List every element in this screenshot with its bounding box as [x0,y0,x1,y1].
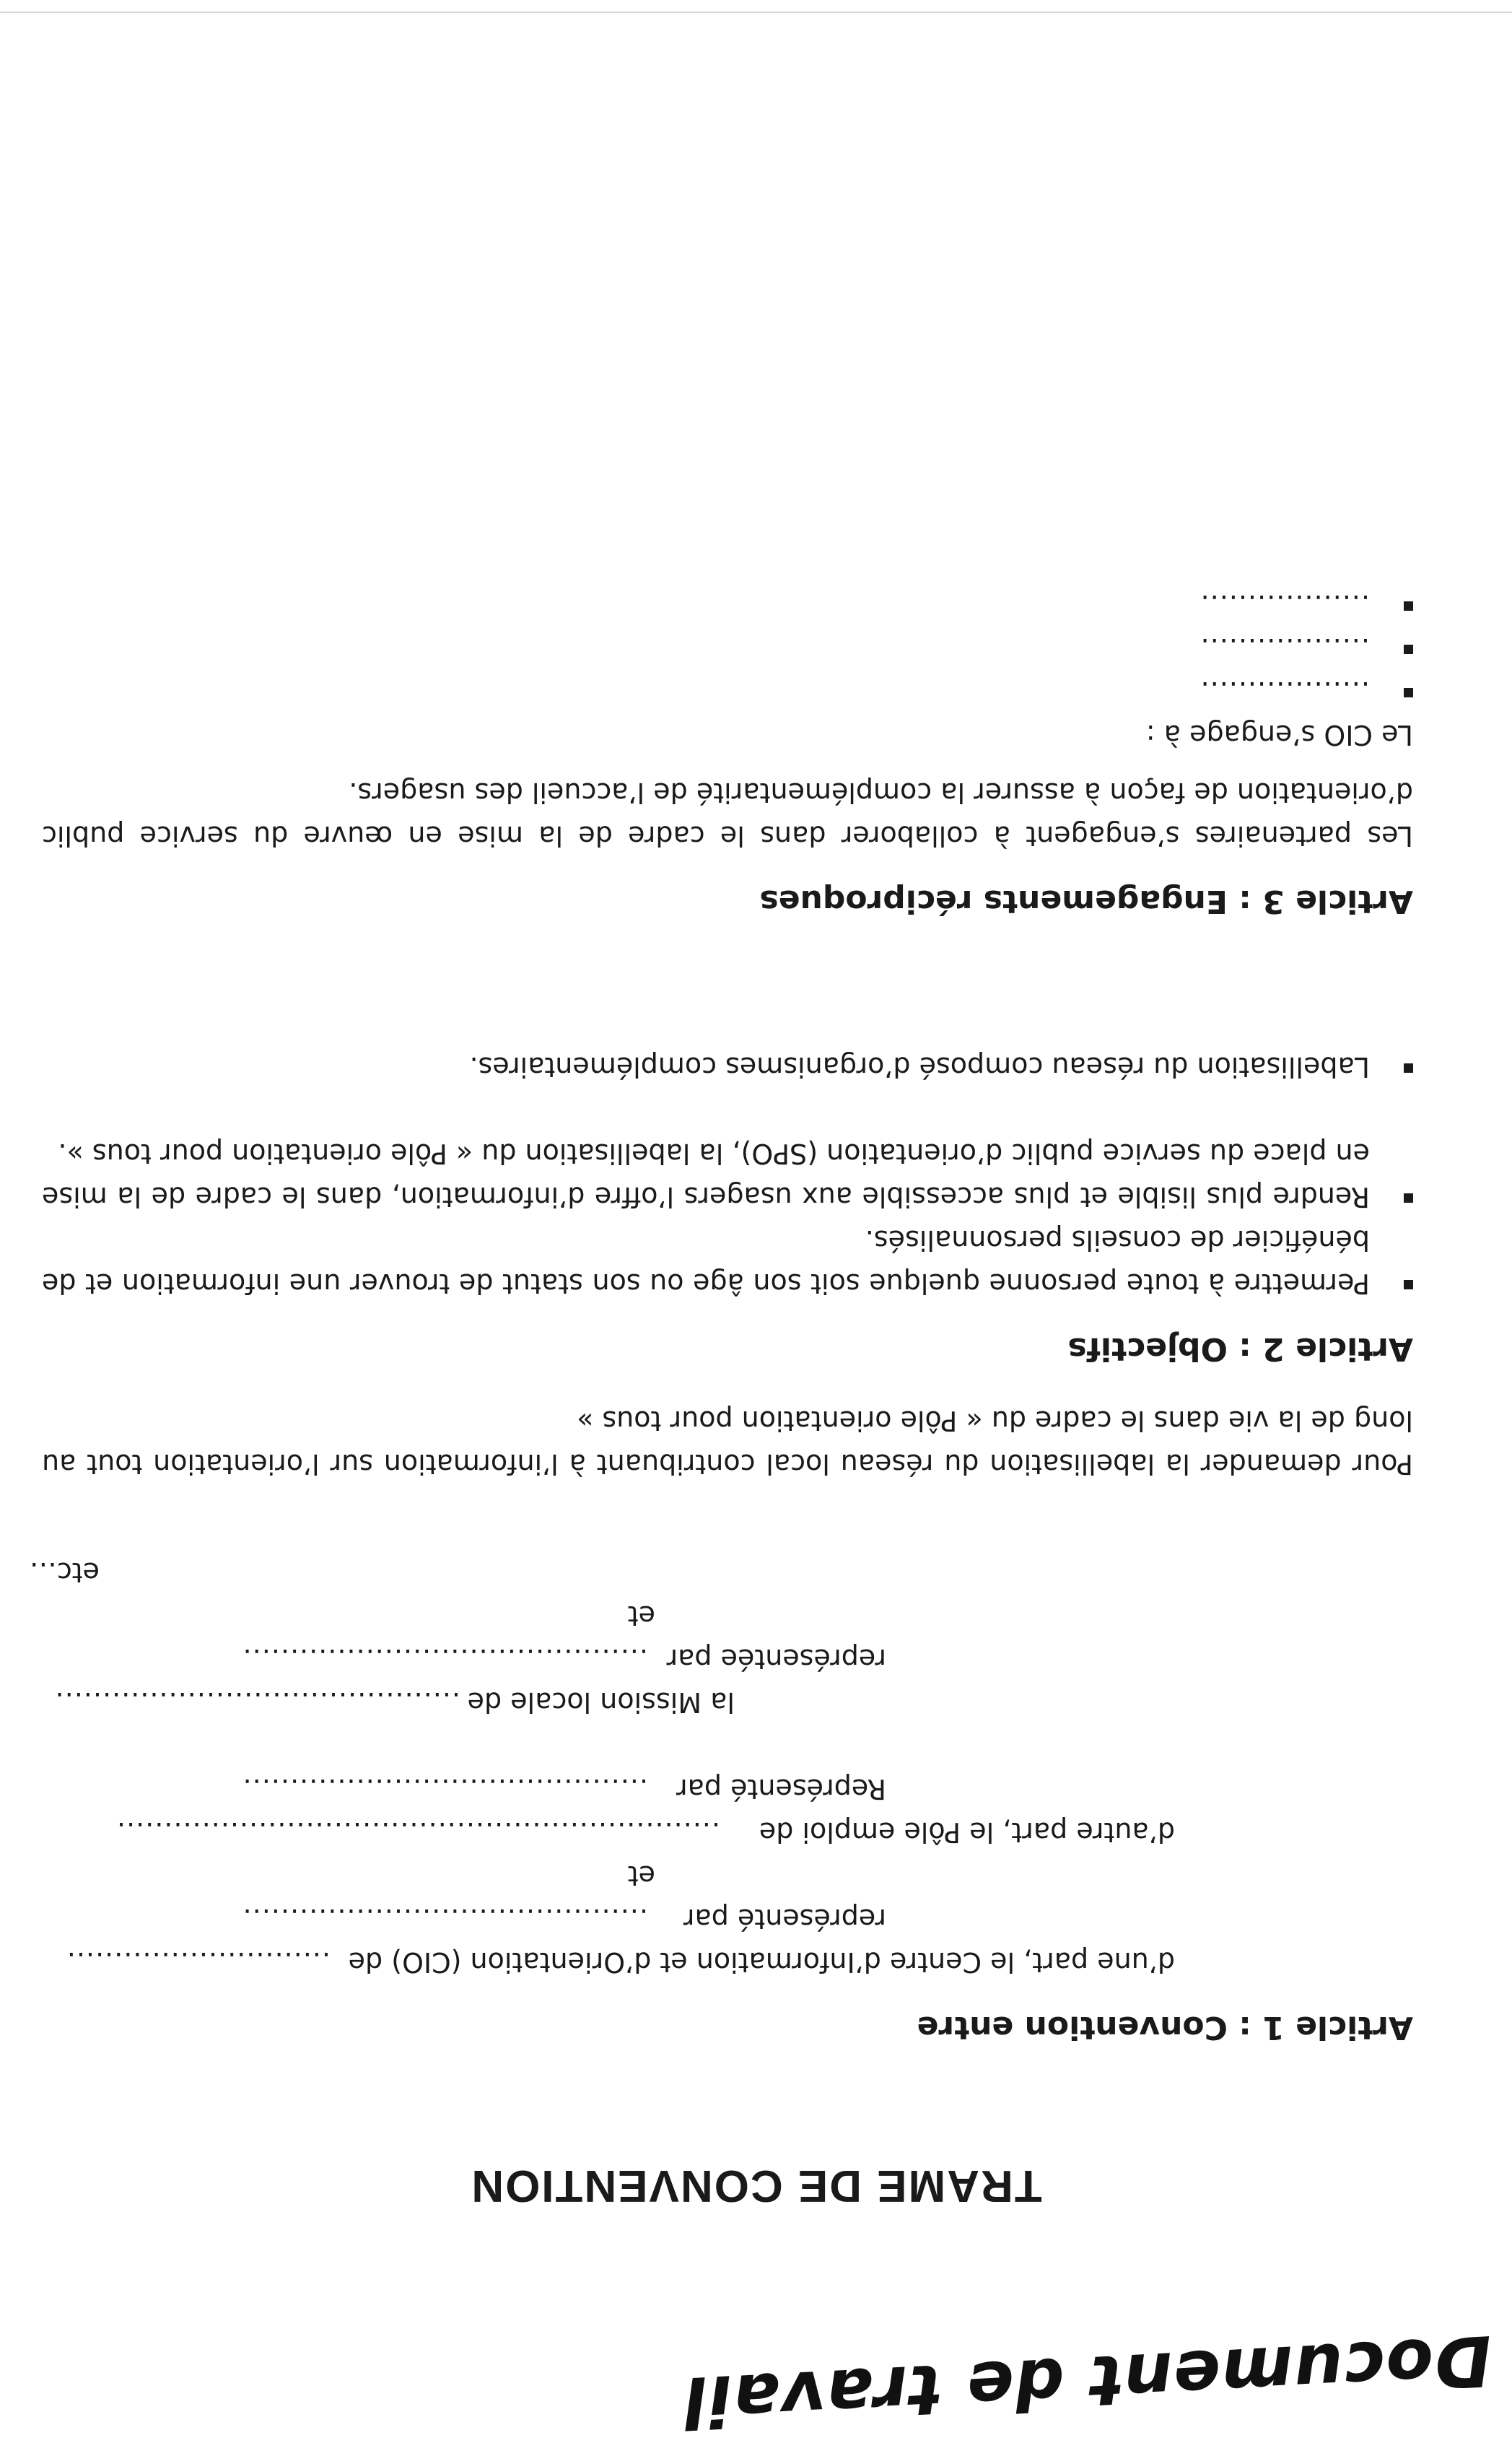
square-bullet-icon [1404,645,1413,654]
square-bullet-icon [1404,1063,1413,1073]
objective-text-3: Labellisation du réseau composé d’organismes complémentaires. [469,1051,1370,1083]
square-bullet-icon [1404,1280,1413,1289]
mission-locale-representative-dots: ........................................... [242,1643,648,1675]
pole-emploi-dots: ................................................................ [115,1816,720,1848]
objective-text-1: Permettre à toute personne quelque soit son âge ou son statut de trouver une information et de bénéficier de conseils personnalisés. [42,1224,1370,1299]
mission-locale-line: la Mission locale de [467,1686,735,1718]
article-3-heading: Article 3 : Engagements réciproques [759,883,1413,920]
cio-commitment-dots-2: .................. [1199,632,1370,664]
pole-emploi-representative-label: Représenté par [676,1773,886,1805]
etc-text: etc… [29,1556,100,1588]
cio-representative-label: représenté par [683,1903,886,1935]
intro-paragraph: Pour demander la labellisation du réseau local contribuant à l’information sur l’orientation tout au long de la vie dans le cadre du « Pôle orientation pour tous » [42,1405,1413,1480]
cio-commitment-dots-3: .................. [1199,589,1370,621]
cio-dots: ............................ [66,1946,331,1978]
commitments-paragraph: Les partenaires s’engagent à collaborer dans le cadre de la mise en œuvre du service public d’orientation de façon à assurer la complémentarité de l’accueil des usagers. [42,777,1413,852]
objective-text-2: Rendre plus lisible et plus accessible aux usagers l’offre d’information, dans le cadre de la mise en place du service public d’orientation (SPO), la labellisation du « Pôle orientation pour tous ». [42,1138,1370,1213]
pole-emploi-line: d’autre part, le Pôle emploi de [759,1816,1175,1848]
square-bullet-icon [1404,688,1413,697]
square-bullet-icon [1404,1193,1413,1203]
article-2-heading: Article 2 : Objectifs [1067,1331,1413,1367]
draft-stamp: Document de travail [681,2320,1494,2443]
cio-line: d’une part, le Centre d’Information et d’Orientation (CIO) de [348,1946,1175,1978]
cio-commitment-dots-1: .................. [1199,676,1370,707]
cio-commitment-intro: Le CIO s’engage à : [1145,719,1413,751]
article-1-heading: Article 1 : Convention entre [917,2009,1413,2046]
and-connector-2: et [627,1600,655,1632]
mission-locale-dots: ........................................... [54,1686,460,1718]
cio-representative-dots: ........................................... [242,1903,648,1935]
pole-emploi-representative-dots: ........................................... [242,1773,648,1805]
document-title: TRAME DE CONVENTION [470,2161,1042,2211]
square-bullet-icon [1404,601,1413,611]
and-connector-1: et [627,1860,655,1891]
mission-locale-representative-label: représentée par [666,1643,886,1675]
